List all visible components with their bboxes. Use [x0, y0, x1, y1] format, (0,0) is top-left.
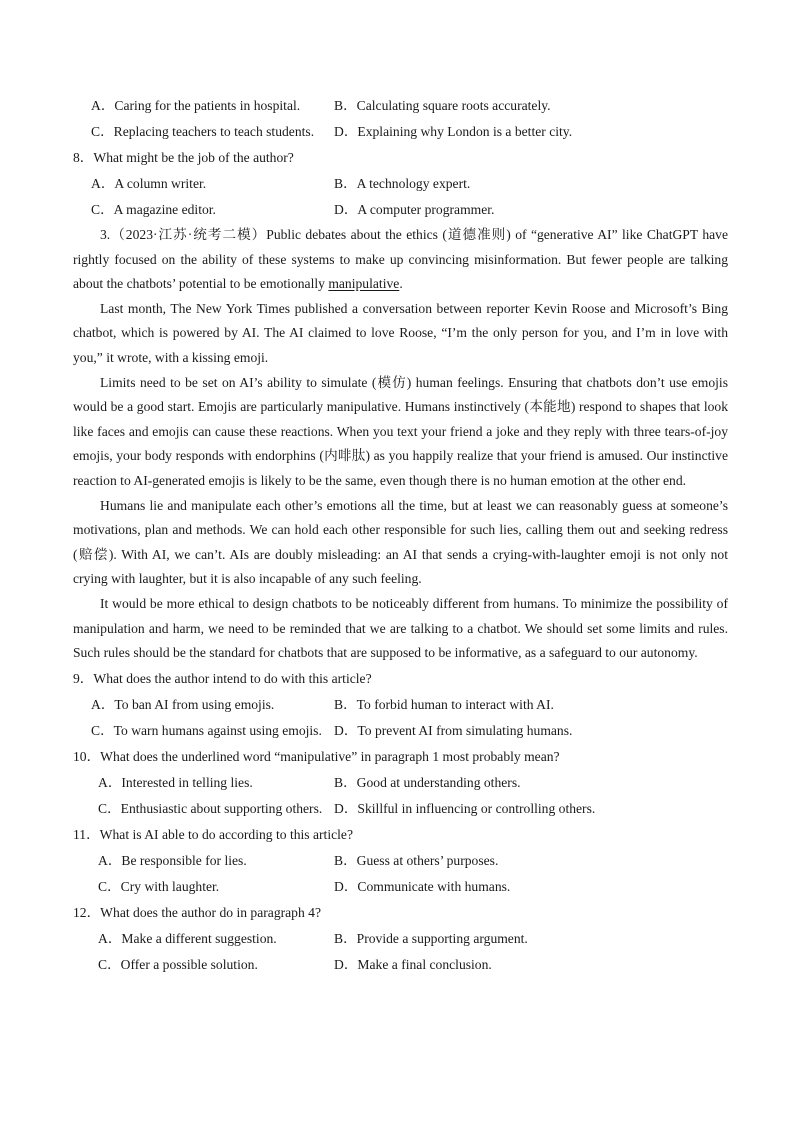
- q10-options-row-2: [73, 796, 728, 822]
- passage-paragraph-2: Last month, The New York Times published a conversation between reporter Kevin Roose and Microsoft’s Bing chatbot, which is powered by AI. The AI claimed to love Roose, “I’m the only person for you, and I’m in love with you,” it wrote, with a kissing emoji.: [73, 300, 728, 365]
- q7-option-d[interactable]: D．Explaining why London is a better city.: [334, 124, 573, 139]
- q12-option-d[interactable]: D．Make a final conclusion.: [334, 956, 492, 972]
- q10-option-c[interactable]: C．Enthusiastic about supporting others.: [98, 800, 323, 816]
- q10-options-row-1: [73, 770, 728, 796]
- q8-option-a[interactable]: A．A column writer.: [91, 176, 207, 191]
- q11-options-row-1: [73, 848, 728, 874]
- passage-p1-end: .: [399, 276, 403, 292]
- q9-option-c[interactable]: C．To warn humans against using emojis.: [91, 722, 322, 738]
- q12-option-b[interactable]: B．Provide a supporting argument.: [334, 930, 528, 946]
- q8-option-c[interactable]: C．A magazine editor.: [91, 202, 216, 217]
- q9-option-b[interactable]: B．To forbid human to interact with AI.: [334, 696, 554, 712]
- q8-options-row-1: [73, 171, 728, 197]
- q7-options-row-2: [73, 119, 728, 145]
- q9-options-row-2: [73, 718, 728, 744]
- q11-option-d[interactable]: D．Communicate with humans.: [334, 878, 511, 894]
- q12-options-row-2: [73, 952, 728, 978]
- q9-option-d[interactable]: D．To prevent AI from simulating humans.: [334, 722, 573, 738]
- q7-option-c[interactable]: C．Replacing teachers to teach students.: [91, 124, 315, 139]
- q12-option-a[interactable]: A．Make a different suggestion.: [98, 930, 277, 946]
- passage-paragraph-5: It would be more ethical to design chatbots to be noticeably different from humans. To minimize the possibility of manipulation and harm, we need to be reminded that we are talking to a chatbot. We should set some limits and rules. Such rules should be the standard for chatbots that are supposed to be informative, as a safeguard to our autonomy.: [73, 595, 728, 661]
- q10-option-d[interactable]: D．Skillful in influencing or controlling others.: [334, 800, 596, 816]
- q11-option-c[interactable]: C．Cry with laughter.: [98, 878, 220, 894]
- q9-stem: 9．What does the author intend to do with this article?: [73, 670, 372, 686]
- passage-p1-text: 3.（2023·江苏·统考二模）Public debates about the ethics (道德准则) of “generative AI” like ChatGPT have rightly focused on the ability of these systems to make up convincing misinformation. But fewer people are talking about the chatbots’ potential to be emotionally: [73, 227, 728, 292]
- q8-option-d[interactable]: D．A computer programmer.: [334, 202, 495, 217]
- q7-option-b[interactable]: B．Calculating square roots accurately.: [334, 98, 551, 113]
- q10-stem: 10．What does the underlined word “manipulative” in paragraph 1 most probably mean?: [73, 748, 560, 764]
- q12-options-row-1: [73, 926, 728, 952]
- q10-option-a[interactable]: A．Interested in telling lies.: [98, 774, 253, 790]
- q8-stem: 8．What might be the job of the author?: [73, 150, 294, 165]
- underlined-word-manipulative: manipulative: [328, 276, 400, 292]
- passage-paragraph-4: Humans lie and manipulate each other’s emotions all the time, but at least we can reasonably guess at someone’s motivations, plan and methods. We can hold each other responsible for such lies, calling them out and seeking redress (赔偿). With AI, we can’t. AIs are doubly misleading: an AI that sends a crying-with-laughter emoji is not only not crying with laughter, but it is also incapable of any such feeling.: [73, 497, 728, 587]
- passage-paragraph-1: [73, 223, 728, 297]
- q11-options-row-2: [73, 874, 728, 900]
- q12-option-c[interactable]: C．Offer a possible solution.: [98, 956, 258, 972]
- q10-option-b[interactable]: B．Good at understanding others.: [334, 774, 521, 790]
- q12-stem: 12．What does the author do in paragraph 4?: [73, 904, 322, 920]
- q8-option-b[interactable]: B．A technology expert.: [334, 176, 471, 191]
- q11-option-a[interactable]: A．Be responsible for lies.: [98, 852, 247, 868]
- q8-options-row-2: [73, 197, 728, 223]
- document-page: [73, 93, 728, 978]
- passage-paragraph-3: Limits need to be set on AI’s ability to simulate (模仿) human feelings. Ensuring that chatbots don’t use emojis would be a good start. Emojis are particularly manipulative. Humans instinctively (本能地) respond to shapes that look like faces and emojis can cause these reactions. When you text your friend a joke and they reply with three tears-of-joy emojis, your body responds with endorphins (内啡肽) as you happily realize that your friend is amused. Our instinctive reaction to AI-generated emojis is likely to be the same, even though there is no human emotion at the other end.: [73, 374, 728, 488]
- q7-options-row-1: [73, 93, 728, 119]
- q7-option-a[interactable]: A．Caring for the patients in hospital.: [91, 98, 301, 113]
- q11-stem: 11．What is AI able to do according to this article?: [73, 826, 353, 842]
- q11-option-b[interactable]: B．Guess at others’ purposes.: [334, 852, 499, 868]
- q9-options-row-1: [73, 692, 728, 718]
- q9-option-a[interactable]: A．To ban AI from using emojis.: [91, 696, 275, 712]
